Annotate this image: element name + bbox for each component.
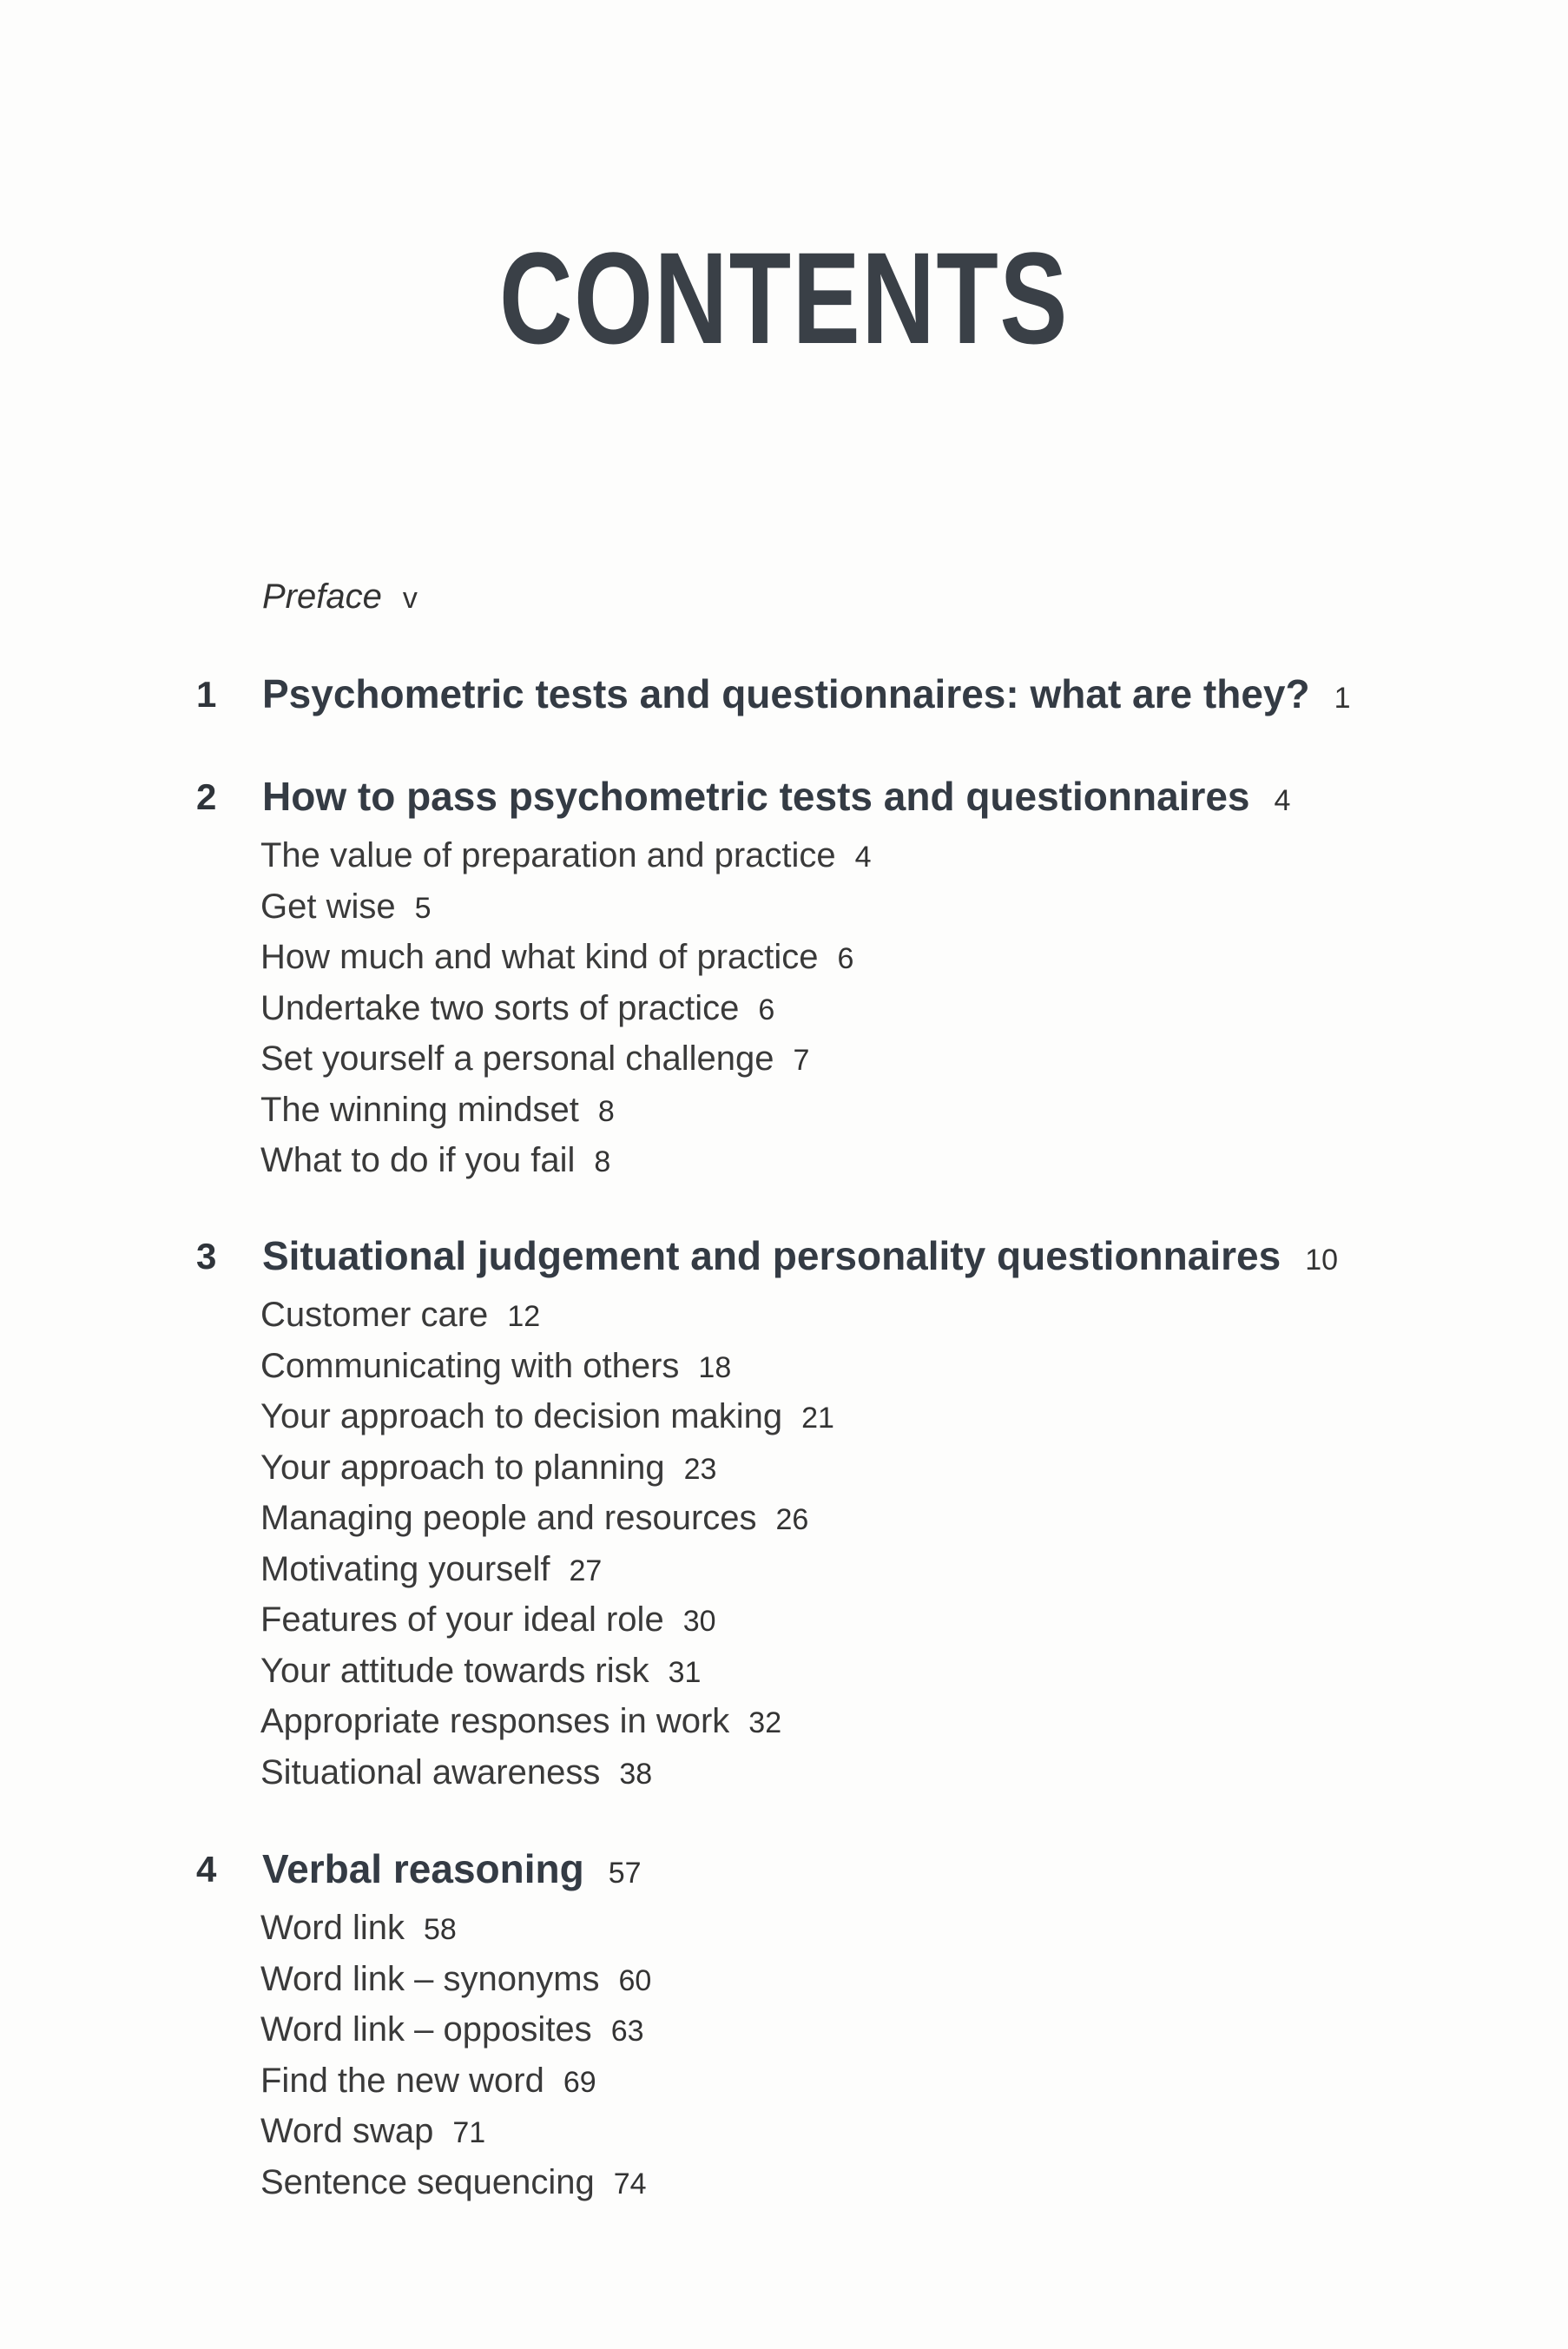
section-page-number: 12 [507, 1300, 541, 1333]
section-title: Appropriate responses in work [260, 1702, 730, 1740]
section-page-number: 18 [698, 1350, 732, 1384]
section-item[interactable] [260, 1747, 834, 1798]
section-item[interactable] [260, 1594, 834, 1646]
section-title: Set yourself a personal challenge [260, 1039, 774, 1078]
section-page-number: 63 [610, 2015, 644, 2048]
page-title: CONTENTS [499, 225, 1069, 371]
section-item[interactable] [260, 1646, 834, 1697]
section-title: Managing people and resources [260, 1499, 757, 1537]
chapter-heading[interactable] [0, 1231, 1568, 1284]
toc-chapter-4 [0, 1844, 1568, 2201]
section-item[interactable] [260, 2106, 651, 2157]
section-title: Word link [260, 1909, 405, 1947]
section-title: Your approach to planning [260, 1448, 665, 1487]
section-title: Communicating with others [260, 1346, 680, 1385]
section-title: The value of preparation and practice [260, 836, 836, 874]
section-title: Word link – opposites [260, 2010, 592, 2049]
section-page-number: 6 [758, 993, 775, 1026]
section-page-number: 6 [837, 942, 854, 975]
section-item[interactable] [260, 2055, 651, 2107]
section-page-number: 58 [423, 1913, 457, 1946]
section-title: Undertake two sorts of practice [260, 988, 740, 1027]
chapter-page-number: 10 [1305, 1244, 1339, 1277]
chapter-page-number: 4 [1274, 784, 1291, 817]
section-title: Situational awareness [260, 1752, 601, 1791]
section-item[interactable] [260, 1903, 651, 1954]
section-title: How much and what kind of practice [260, 938, 819, 976]
section-title: Find the new word [260, 2061, 544, 2100]
section-page-number: 60 [618, 1963, 652, 1997]
section-page-number: 5 [414, 891, 432, 925]
section-page-number: 38 [619, 1757, 653, 1791]
section-item[interactable] [260, 1696, 834, 1747]
section-list [260, 1290, 834, 1798]
toc-preface[interactable] [262, 577, 418, 617]
section-page-number: 27 [569, 1554, 603, 1587]
section-page-number: 69 [563, 2065, 596, 2099]
section-item[interactable] [260, 1442, 834, 1494]
section-page-number: 23 [683, 1452, 717, 1486]
section-page-number: 26 [775, 1503, 809, 1536]
section-title: The winning mindset [260, 1090, 579, 1129]
section-title: Customer care [260, 1296, 489, 1334]
chapter-page-number: 1 [1334, 682, 1351, 715]
section-item[interactable] [260, 830, 872, 881]
chapter-heading[interactable] [0, 669, 1568, 723]
section-title: Features of your ideal role [260, 1600, 664, 1639]
section-page-number: 32 [748, 1706, 782, 1739]
toc-chapter-2 [0, 771, 1568, 1179]
section-title: Get wise [260, 887, 396, 926]
section-item[interactable] [260, 1033, 872, 1085]
chapter-page-number: 57 [608, 1857, 642, 1890]
section-item[interactable] [260, 881, 872, 933]
section-item[interactable] [260, 2157, 651, 2208]
section-title: Your attitude towards risk [260, 1651, 649, 1690]
section-item[interactable] [260, 1085, 872, 1136]
chapter-title-text: Situational judgement and personality questionnaires [262, 1233, 1281, 1278]
section-page-number: 7 [793, 1044, 810, 1077]
preface-title: Preface [262, 577, 382, 616]
chapter-title-text: How to pass psychometric tests and questionnaires [262, 774, 1250, 819]
section-item[interactable] [260, 1290, 834, 1341]
chapter-number: 2 [196, 776, 217, 817]
chapter-heading[interactable] [0, 1844, 1568, 1897]
chapter-title [262, 773, 1290, 820]
section-item[interactable] [260, 1493, 834, 1544]
section-item[interactable] [260, 1135, 872, 1186]
chapter-title [262, 1845, 642, 1892]
chapter-title [262, 1232, 1338, 1279]
section-title: Sentence sequencing [260, 2162, 595, 2201]
section-title: What to do if you fail [260, 1141, 576, 1179]
section-page-number: 31 [668, 1655, 702, 1689]
section-list [260, 830, 872, 1186]
section-page-number: 74 [613, 2167, 647, 2201]
section-title: Motivating yourself [260, 1549, 550, 1588]
chapter-number: 3 [196, 1236, 217, 1277]
section-item[interactable] [260, 1544, 834, 1595]
section-item[interactable] [260, 1341, 834, 1392]
section-page-number: 8 [594, 1145, 611, 1178]
section-page-number: 30 [682, 1605, 716, 1638]
section-item[interactable] [260, 1391, 834, 1442]
section-item[interactable] [260, 983, 872, 1034]
preface-page-number: v [402, 582, 418, 615]
section-title: Word link – synonyms [260, 1959, 600, 1998]
section-page-number: 4 [854, 841, 872, 874]
section-title: Your approach to decision making [260, 1397, 783, 1435]
chapter-title-text: Verbal reasoning [262, 1846, 584, 1891]
section-item[interactable] [260, 1954, 651, 2005]
chapter-title [262, 670, 1351, 717]
chapter-number: 4 [196, 1849, 217, 1890]
chapter-heading[interactable] [0, 771, 1568, 825]
section-page-number: 8 [597, 1094, 615, 1128]
toc-chapter-3 [0, 1231, 1568, 1791]
toc-chapter-1 [0, 669, 1568, 723]
section-item[interactable] [260, 2004, 651, 2055]
section-page-number: 71 [452, 2116, 486, 2149]
chapter-number: 1 [196, 674, 217, 715]
section-page-number: 21 [801, 1402, 834, 1435]
section-list [260, 1903, 651, 2207]
chapter-title-text: Psychometric tests and questionnaires: what are they? [262, 671, 1310, 716]
section-item[interactable] [260, 932, 872, 983]
section-title: Word swap [260, 2112, 434, 2150]
